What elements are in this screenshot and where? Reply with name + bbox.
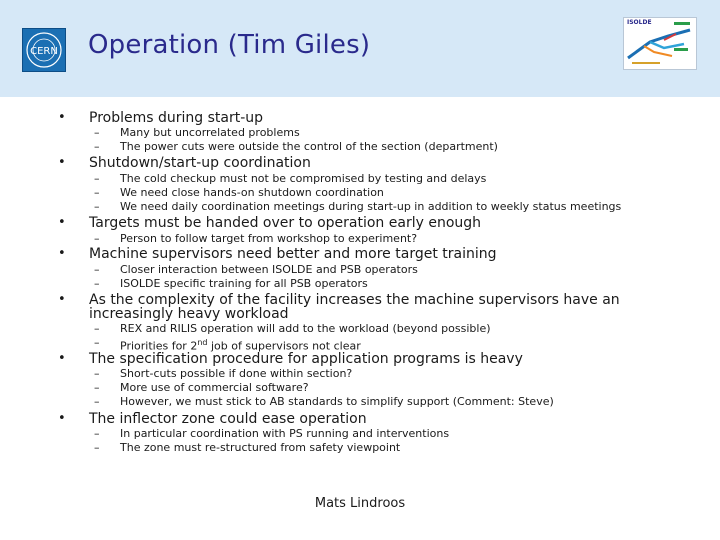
cern-logo-icon xyxy=(22,28,66,72)
bullet-marker: • xyxy=(58,110,66,125)
sub-bullet-text: Closer interaction between ISOLDE and PSB operators xyxy=(120,263,418,276)
sub-bullet-text: ISOLDE specific training for all PSB operators xyxy=(120,277,368,290)
sub-bullet-dash: – xyxy=(94,367,100,380)
sub-bullet-dash: – xyxy=(94,277,100,290)
bullet-item-text: Shutdown/start-up coordination xyxy=(89,155,311,171)
bullet-marker: • xyxy=(58,246,66,261)
sub-bullet-text: The power cuts were outside the control of the section (department) xyxy=(120,140,498,153)
sub-bullet-text: We need daily coordination meetings during start-up in addition to weekly status meetings xyxy=(120,200,622,213)
sub-bullet-text: Short-cuts possible if done within section? xyxy=(120,367,353,380)
isolde-diagram-icon xyxy=(623,17,697,70)
sub-bullet-dash: – xyxy=(94,381,100,394)
bullet-marker: • xyxy=(58,411,66,426)
sub-bullet-text: REX and RILIS operation will add to the workload (beyond possible) xyxy=(120,322,491,335)
bullet-marker: • xyxy=(58,351,66,366)
slide-title: Operation (Tim Giles) xyxy=(88,30,371,60)
sub-bullet-text: In particular coordination with PS running and interventions xyxy=(120,427,450,440)
sub-bullet-dash: – xyxy=(94,263,100,276)
bullet-marker: • xyxy=(58,292,66,307)
sub-bullet-dash: – xyxy=(94,126,100,139)
sub-bullet-text: More use of commercial software? xyxy=(120,381,309,394)
sub-bullet-dash: – xyxy=(94,441,100,454)
bullet-marker: • xyxy=(58,155,66,170)
sub-bullet-text: The cold checkup must not be compromised by testing and delays xyxy=(120,172,487,185)
sub-bullet-dash: – xyxy=(94,140,100,153)
sub-bullet-dash: – xyxy=(94,322,100,335)
sub-bullet-text: However, we must stick to AB standards to simplify support (Comment: Steve) xyxy=(120,395,554,408)
sub-bullet-dash: – xyxy=(94,232,100,245)
sub-bullet-text: The zone must re-structured from safety viewpoint xyxy=(120,441,401,454)
bullet-item-text: As the complexity of the facility increases the machine supervisors have an increasingly heavy workload xyxy=(89,292,620,322)
sub-bullet-dash: – xyxy=(94,172,100,185)
bullet-item-text: Machine supervisors need better and more target training xyxy=(89,246,497,262)
bullet-item-text: The specification procedure for application programs is heavy xyxy=(89,351,523,367)
thumbnail-label: ISOLDE xyxy=(627,19,652,26)
sub-bullet-text: Person to follow target from workshop to experiment? xyxy=(120,232,418,245)
ordinal-superscript: nd xyxy=(197,338,208,347)
sub-bullet-dash: – xyxy=(94,200,100,213)
bullet-item-text: Targets must be handed over to operation early enough xyxy=(89,215,482,231)
slide-header xyxy=(0,0,720,97)
sub-bullet-text: We need close hands-on shutdown coordination xyxy=(120,186,384,199)
sub-bullet-dash: – xyxy=(94,395,100,408)
sub-bullet-text: Many but uncorrelated problems xyxy=(120,126,300,139)
sub-bullet-dash: – xyxy=(94,336,100,349)
presenter-name: Mats Lindroos xyxy=(314,496,406,511)
sub-bullet-text: Priorities for 2nd job of supervisors not clear xyxy=(120,338,361,353)
logo-text: CERN xyxy=(30,46,58,57)
sub-bullet-dash: – xyxy=(94,427,100,440)
bullet-item-text: The inflector zone could ease operation xyxy=(89,411,367,427)
bullet-item-text: Problems during start-up xyxy=(89,110,264,126)
bullet-marker: • xyxy=(58,215,66,230)
sub-bullet-dash: – xyxy=(94,186,100,199)
